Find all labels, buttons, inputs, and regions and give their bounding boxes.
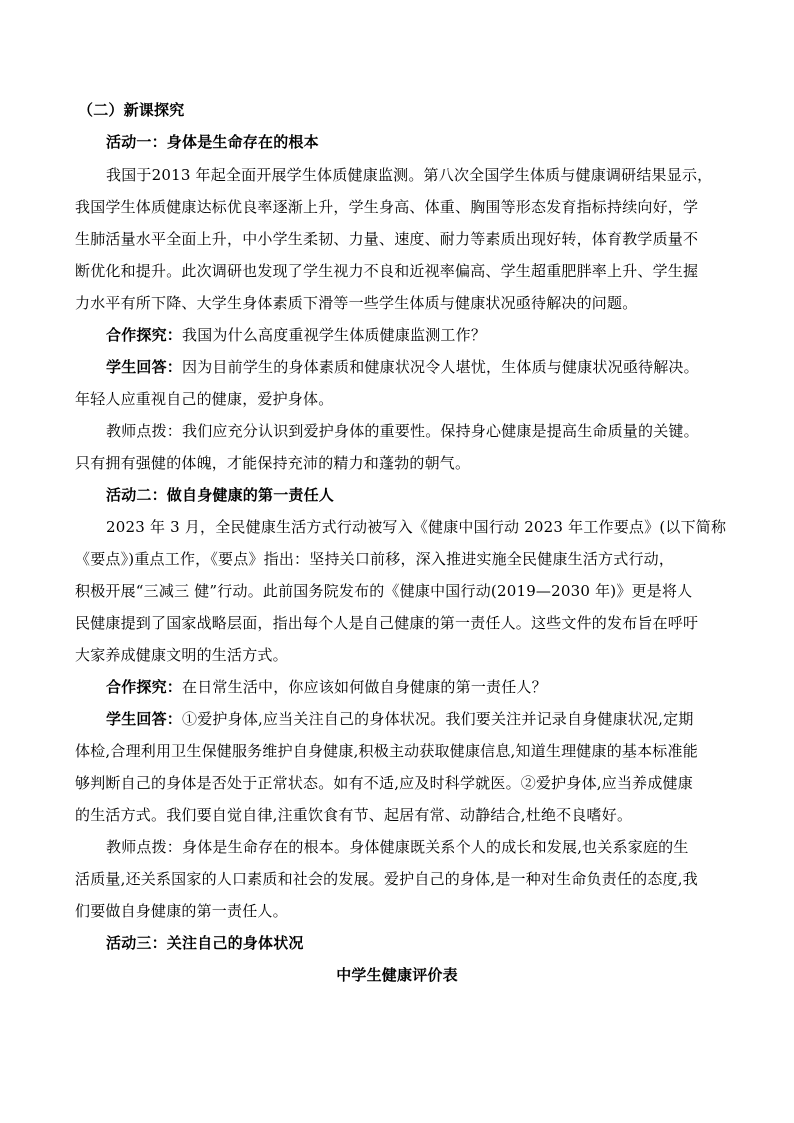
activity-1-paragraph-line: 力水平有所下降、大学生身体素质下滑等一些学生体质与健康状况亟待解决的问题。 — [75, 294, 638, 312]
activity-3-title: 活动三：关注自己的身体状况 — [106, 934, 304, 952]
activity-2-student-answer — [106, 709, 694, 729]
activity-1-title: 活动一：身体是生命存在的根本 — [106, 133, 319, 151]
activity-2-teacher-note-line: 活质量,还关系国家的人口素质和社会的发展。爱护自己的身体,是一种对生命负责任的态度,我 — [75, 870, 698, 888]
table-title: 中学生健康评价表 — [336, 966, 458, 984]
activity-2-paragraph-line: 《要点》)重点工作，《要点》指出：坚持关口前移，深入推进实施全民健康生活方式行动， — [75, 550, 675, 568]
activity-1-cooperative-question — [106, 325, 486, 345]
activity-1-teacher-note-line: 只有拥有强健的体魄，才能保持充沛的精力和蓬勃的朝气。 — [75, 454, 471, 472]
activity-2-cooperative-question — [106, 677, 547, 697]
activity-2-teacher-note: 教师点拨：身体是生命存在的根本。身体健康既关系个人的成长和发展,也关系家庭的生 — [106, 838, 689, 856]
activity-2-title: 活动二：做自身健康的第一责任人 — [106, 486, 335, 504]
activity-2-student-answer-line: 体检,合理利用卫生保健服务维护自身健康,积极主动获取健康信息,知道生理健康的基本标准能 — [75, 742, 698, 760]
activity-1-paragraph-line: 断优化和提升。此次调研也发现了学生视力不良和近视率偏高、学生超重肥胖率上升、学生握 — [75, 262, 699, 280]
student-answer-label: 学生回答： — [106, 358, 183, 376]
activity-1-paragraph-line: 生肺活量水平全面上升，中小学生柔韧、力量、速度、耐力等素质出现好转，体育教学质量不 — [75, 230, 699, 248]
activity-1-paragraph-line: 我国于2013 年起全面开展学生体质健康监测。第八次全国学生体质与健康调研结果显示， — [106, 166, 713, 184]
cooperative-question-text: 在日常生活中，你应该如何做自身健康的第一责任人？ — [182, 678, 547, 696]
activity-2-student-answer-line: 够判断自己的身体是否处于正常状态。如有不适,应及时科学就医。②爱护身体,应当养成健康 — [75, 774, 693, 792]
cooperative-label: 合作探究： — [106, 326, 183, 344]
activity-1-paragraph-line: 我国学生体质健康达标优良率逐渐上升，学生身高、体重、胸围等形态发育指标持续向好，学 — [75, 198, 699, 216]
activity-2-paragraph-line: 积极开展“三减三 健”行动。此前国务院发布的《健康中国行动(2019—2030 年)》更是将人 — [75, 582, 693, 600]
activity-2-paragraph-line: 2023 年 3 月，全民健康生活方式行动被写入《健康中国行动 2023 年工作要点》(以下简称 — [106, 518, 727, 536]
activity-2-student-answer-line: 的生活方式。我们要自觉自律,注重饮食有节、起居有常、动静结合,杜绝不良嗜好。 — [75, 806, 633, 824]
activity-2-teacher-note-line: 们要做自身健康的第一责任人。 — [75, 902, 288, 920]
cooperative-question-text: 我国为什么高度重视学生体质健康监测工作？ — [182, 326, 487, 344]
section-heading: （二）新课探究 — [78, 101, 185, 119]
activity-2-paragraph-line: 民健康提到了国家战略层面，指出每个人是自己健康的第一责任人。这些文件的发布旨在呼吁 — [75, 614, 699, 632]
activity-1-student-answer — [106, 357, 699, 377]
activity-1-teacher-note: 教师点拨：我们应充分认识到爱护身体的重要性。保持身心健康是提高生命质量的关键。 — [106, 422, 699, 440]
cooperative-label: 合作探究： — [106, 678, 183, 696]
student-answer-text: ①爱护身体,应当关注自己的身体状况。我们要关注并记录自身健康状况,定期 — [182, 710, 694, 728]
activity-2-paragraph-line: 大家养成健康文明的生活方式。 — [75, 646, 288, 664]
student-answer-text: 因为目前学生的身体素质和健康状况令人堪忧，生体质与健康状况亟待解决。 — [182, 358, 699, 376]
student-answer-label: 学生回答： — [106, 710, 183, 728]
activity-1-student-answer-line: 年轻人应重视自己的健康，爱护身体。 — [75, 390, 334, 408]
